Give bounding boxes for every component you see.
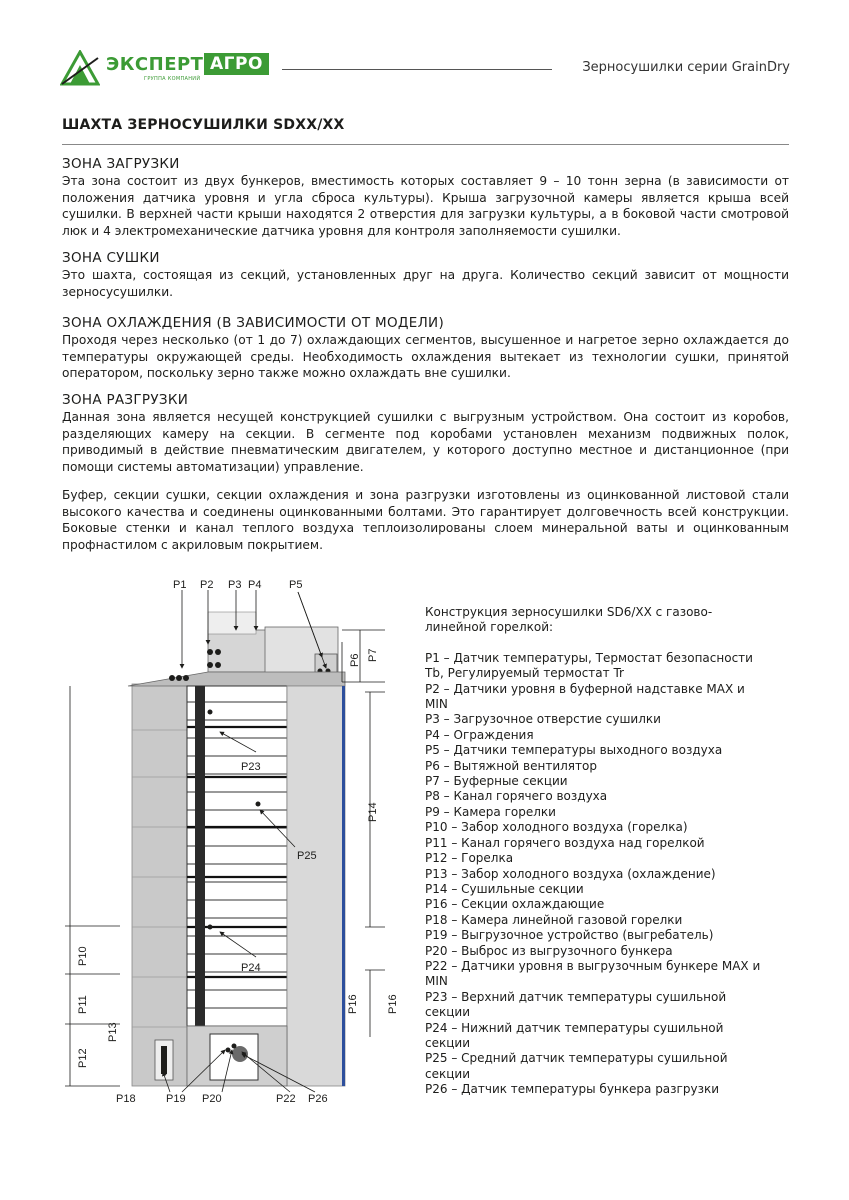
section-unloading-zone [62,392,789,475]
legend-item: P12 – Горелка [425,851,514,866]
legend-item: P24 – Нижний датчик температуры сушильной секции [425,1020,724,1050]
section-text: Данная зона является несущей конструкцией сушилки с выгрузным устройством. Она состоит из коробов, разделяющих камеру на секции. В сегменте под коробами установлен механизм подвижных полок, приводимый в действие пневматическим двигателем, у которого доступно местное и дистанционное (при помощи системы автоматизации) управление. [62,410,789,474]
page-header [60,48,790,92]
label-p10: P10 [77,946,89,966]
legend-item: P11 – Канал горячего воздуха над горелкой [425,835,705,850]
label-p16-inner: P16 [347,994,359,1014]
label-p18: P18 [116,1093,136,1105]
legend-item: P5 – Датчики температуры выходного воздуха [425,743,723,758]
legend-item: P2 – Датчики уровня в буферной надставке MAX и MIN [425,681,745,712]
legend-item: P23 – Верхний датчик температуры сушильной секции [425,989,727,1020]
label-p5: P5 [289,579,303,591]
logo-word-agro: АГРО [204,53,269,75]
dryer-structure-diagram [60,572,405,1112]
section-heading: ЗОНА РАЗГРУЗКИ [62,392,189,408]
label-p14: P14 [367,802,379,822]
section-drying-zone [62,250,789,300]
section-heading: ЗОНА ЗАГРУЗКИ [62,156,180,172]
label-p6: P6 [349,653,361,667]
legend-item: P1 – Датчик температуры, Термостат безопасности Tb, Регулируемый термостат Tr [425,650,753,681]
label-p26: P26 [308,1093,328,1105]
legend-item: P14 – Сушильные секции [425,881,584,896]
header-title: Зерносушилки серии GrainDry [582,60,790,75]
section-heading: ЗОНА ОХЛАЖДЕНИЯ (В ЗАВИСИМОСТИ ОТ МОДЕЛИ) [62,315,445,331]
section-heading: ЗОНА СУШКИ [62,250,160,266]
label-p12: P12 [77,1048,89,1068]
section-text: Эта зона состоит из двух бункеров, вместимость которых составляет 9 – 10 тонн зерна (в зависимости от положения датчика уровня и угла сброса культуры). Крыша загрузочной камеры является крыша всей сушилки. В верхней части крыши находятся 2 отверстия для загрузки культуры, а в боковой части смотровой люк и 4 электромеханические датчика уровня для контроля заполняемости сушилки. [62,174,789,238]
legend-item: P9 – Камера горелки [425,804,556,819]
label-p20: P20 [202,1093,222,1105]
logo-word-expert: ЭКСПЕРТ [106,54,204,75]
legend-item: P13 – Забор холодного воздуха (охлаждение) [425,866,716,881]
label-p13: P13 [107,1022,119,1042]
legend-item: P25 – Средний датчик температуры сушильной секции [425,1051,728,1081]
document-title: ШАХТА ЗЕРНОСУШИЛКИ SDXX/XX [62,117,345,133]
legend-item: P7 – Буферные секции [425,774,568,789]
logo-mark-icon [60,50,100,86]
legend-item: P6 – Вытяжной вентилятор [425,758,597,773]
diagram-legend [425,605,765,1098]
legend-item: P4 – Ограждения [425,727,534,742]
closing-text: Буфер, секции сушки, секции охлаждения и зона разгрузки изготовлены из оцинкованной листовой стали высокого качества и соединены оцинкованными болтами. Это гарантирует долговечность всей конструкции. Боковые стенки и канал теплого воздуха теплоизолированы слоем минеральной ваты и оцинкованным профнастилом с акриловым покрытием. [62,488,789,552]
label-p22: P22 [276,1093,296,1105]
legend-item: P3 – Загрузочное отверстие сушилки [425,712,661,727]
label-p16-outer: P16 [387,994,399,1014]
label-p25: P25 [297,850,317,862]
logo-subtitle: ГРУППА КОМПАНИЙ [144,76,201,82]
label-p11: P11 [77,995,89,1014]
legend-item: P8 – Канал горячего воздуха [425,789,608,804]
closing-paragraph [62,487,789,553]
legend-item: P10 – Забор холодного воздуха (горелка) [425,820,688,835]
section-text: Это шахта, состоящая из секций, установленных друг на друга. Количество секций зависит от мощности зерносусушилки. [62,268,789,299]
section-cooling-zone [62,315,789,382]
legend-item: P19 – Выгрузочное устройство (выгребатель) [425,928,714,943]
section-text: Проходя через несколько (от 1 до 7) охлаждающих сегментов, высушенное и нагретое зерно охлаждается до температуры окружающей среды. Необходимость охлаждения вытекает из технологии сушки, принятой оператором, поскольку зерно также можно охлаждать вне сушилки. [62,333,789,380]
label-p7: P7 [367,648,379,662]
label-p1: P1 [173,579,187,591]
title-divider [62,144,789,145]
legend-item: P26 – Датчик температуры бункера разгрузки [425,1082,719,1097]
label-p3: P3 [228,579,242,591]
label-p2: P2 [200,579,214,591]
label-p24: P24 [241,962,261,974]
legend-item: P22 – Датчики уровня в выгрузочным бункере MAX и MIN [425,958,761,989]
legend-item: P20 – Выброс из выгрузочного бункера [425,943,673,958]
label-p4: P4 [248,579,262,591]
label-p19: P19 [166,1093,186,1105]
label-p23: P23 [241,761,261,773]
legend-item: P16 – Секции охлаждающие [425,897,605,912]
section-loading-zone [62,156,789,239]
company-logo [60,48,275,88]
legend-intro: Конструкция зерносушилки SD6/XX с газово-линейной горелкой: [425,605,713,635]
header-divider [282,69,552,70]
legend-item: P18 – Камера линейной газовой горелки [425,912,683,927]
